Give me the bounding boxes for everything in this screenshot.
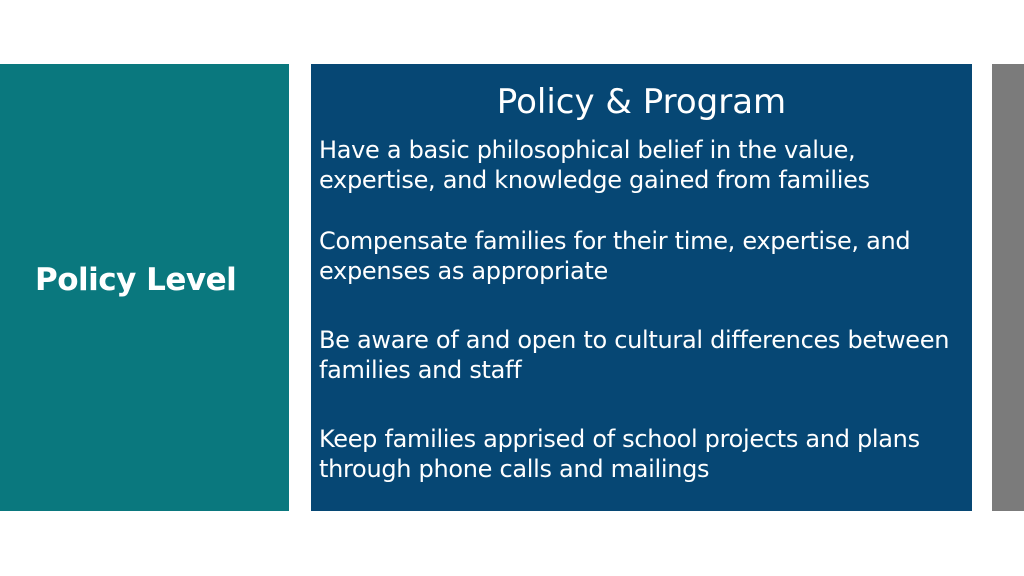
right-accent-strip (992, 64, 1024, 511)
bullet-item: Compensate families for their time, expertise, and expenses as appropriate (319, 227, 911, 285)
side-title: Policy Level (35, 262, 237, 298)
bullet-item: Keep families apprised of school projects and plans through phone calls and mailings (319, 425, 920, 483)
bullet-item: Have a basic philosophical belief in the value, expertise, and knowledge gained from families (319, 136, 870, 194)
content-heading: Policy & Program (496, 82, 787, 122)
bullet-item: Be aware of and open to cultural differences between families and staff (319, 326, 950, 384)
